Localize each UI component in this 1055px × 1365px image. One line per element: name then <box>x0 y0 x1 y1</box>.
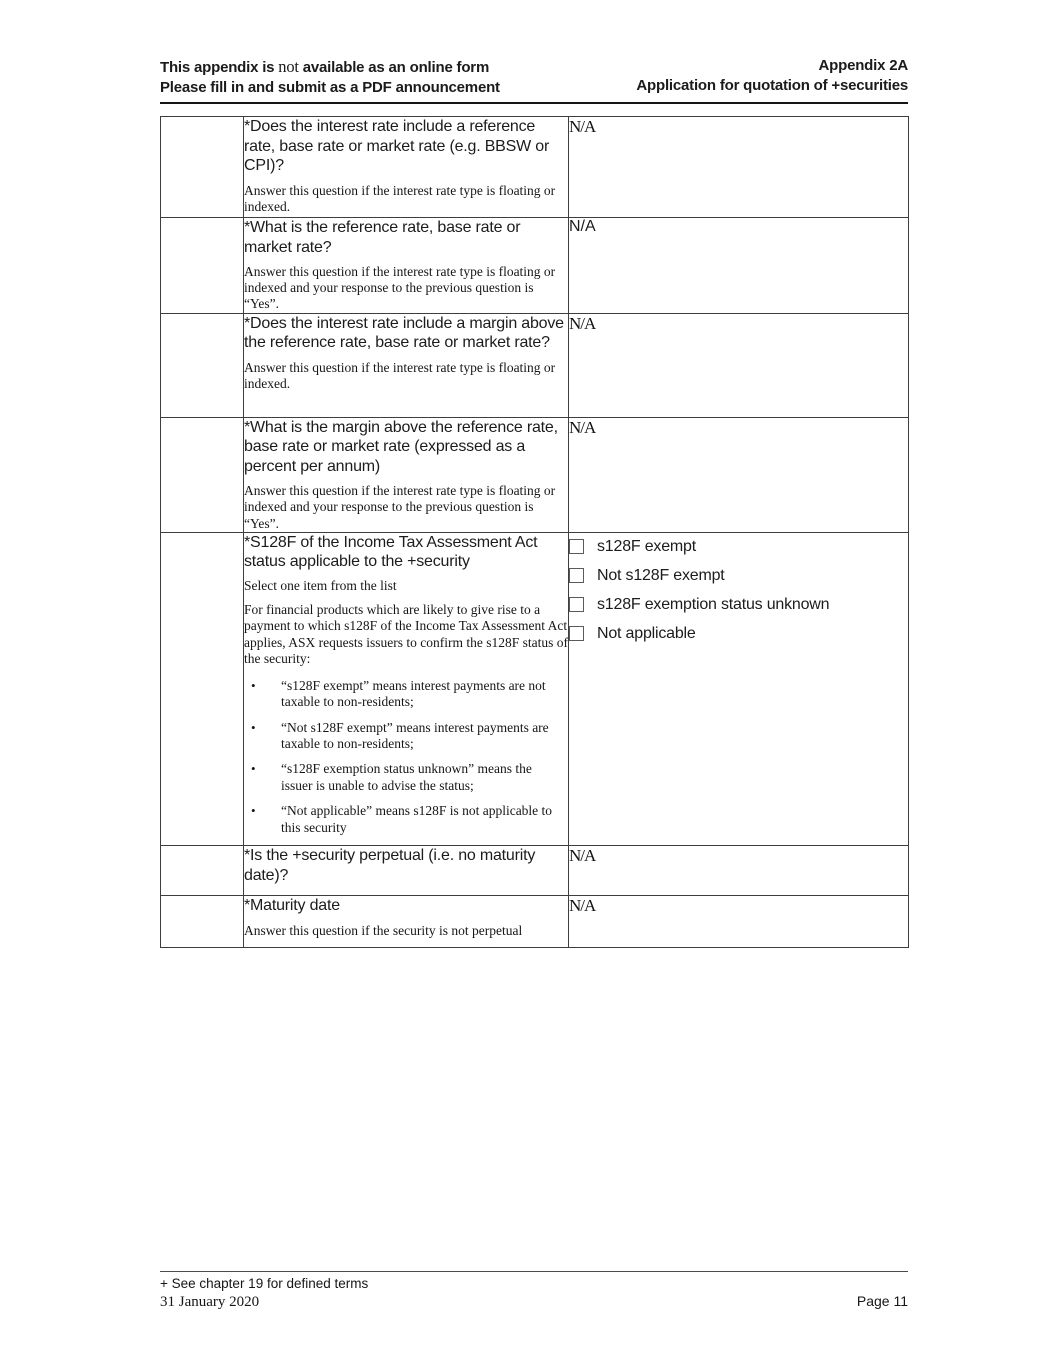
row-number-cell <box>161 218 244 314</box>
answer-value: N/A <box>569 417 596 437</box>
appendix-number: Appendix 2A <box>818 57 908 74</box>
bullet-icon: • <box>251 803 256 819</box>
answer-value: N/A <box>569 313 596 333</box>
select-one-hint: Select one item from the list <box>244 577 397 593</box>
question-text: *What is the reference rate, base rate or market rate? <box>244 219 521 256</box>
question-text: *Does the interest rate include a margin above the reference rate, base rate or market rate? <box>244 314 564 352</box>
question-cell <box>244 218 569 314</box>
question-cell <box>244 846 569 896</box>
row-number-cell <box>161 532 244 846</box>
question-cell <box>244 417 569 532</box>
answer-cell <box>569 532 909 846</box>
bullet-icon: • <box>251 677 256 693</box>
question-cell <box>244 896 569 948</box>
question-hint: Answer this question if the security is not perpetual <box>244 922 523 938</box>
table-row <box>161 532 909 846</box>
answer-value: N/A <box>569 896 596 916</box>
form-table <box>160 116 909 948</box>
answer-value: N/A <box>569 218 596 235</box>
question-text: *What is the margin above the reference rate, base rate or market rate (expressed as a percent per annum) <box>244 418 558 475</box>
option-label: s128F exemption status unknown <box>597 595 830 613</box>
table-row <box>161 218 909 314</box>
s128f-options-group <box>569 533 908 643</box>
checkbox-option-not-s128f-exempt[interactable] <box>569 567 908 585</box>
document-date: 31 January 2020 <box>160 1294 260 1310</box>
page-header <box>160 56 908 104</box>
question-text: *Maturity date <box>244 897 340 915</box>
checkbox-icon[interactable] <box>569 626 584 641</box>
question-hint: Answer this question if the interest rate type is floating or indexed. <box>244 359 556 391</box>
checkbox-icon[interactable] <box>569 568 584 583</box>
bullet-icon: • <box>251 719 256 735</box>
question-cell <box>244 532 569 846</box>
table-row <box>161 313 909 417</box>
header-online-form-notice <box>160 56 500 78</box>
row-number-cell <box>161 117 244 218</box>
bullet-text: “Not applicable” means s128F is not applicable to this security <box>281 803 553 835</box>
header-notice-part1: This appendix is <box>160 59 279 76</box>
header-notice-part2: available as an online form <box>298 59 490 76</box>
table-row <box>161 417 909 532</box>
checkbox-option-s128f-status-unknown[interactable] <box>569 596 908 614</box>
option-label: Not s128F exempt <box>597 566 725 584</box>
answer-cell <box>569 313 909 417</box>
question-text: *Does the interest rate include a reference rate, base rate or market rate (e.g. BBSW or CPI)? <box>244 118 550 175</box>
header-notice-not: not <box>278 57 299 76</box>
table-row <box>161 117 909 218</box>
row-number-cell <box>161 417 244 532</box>
list-item <box>244 761 568 794</box>
bullet-icon: • <box>251 761 256 777</box>
table-row <box>161 846 909 896</box>
answer-cell <box>569 218 909 314</box>
question-text: *S128F of the Income Tax Assessment Act status applicable to the +security <box>244 533 538 571</box>
answer-value: N/A <box>569 846 596 866</box>
option-label: Not applicable <box>597 624 696 642</box>
appendix-title: Application for quotation of +securities <box>636 76 908 94</box>
footer-row <box>160 1293 908 1311</box>
checkbox-option-s128f-exempt[interactable] <box>569 538 908 556</box>
list-item <box>244 678 568 711</box>
question-cell <box>244 117 569 218</box>
question-cell <box>244 313 569 417</box>
header-right-block <box>636 56 908 97</box>
answer-cell <box>569 117 909 218</box>
page-footer <box>160 1271 908 1311</box>
option-label: s128F exempt <box>597 537 696 555</box>
row-number-cell <box>161 313 244 417</box>
page-number: Page 11 <box>856 1293 908 1309</box>
bullet-text: “s128F exempt” means interest payments are not taxable to non-residents; <box>281 677 546 710</box>
answer-value: N/A <box>569 117 596 136</box>
question-hint: Answer this question if the interest rate type is floating or indexed and your response to the previous question is “Yes”. <box>244 264 556 312</box>
question-hint: Answer this question if the interest rate type is floating or indexed. <box>244 182 556 214</box>
s128f-bullet-list <box>244 678 568 837</box>
table-row <box>161 896 909 948</box>
s128f-intro-text: For financial products which are likely to give rise to a payment to which s128F of the Income Tax Assessment Act applies, ASX requests issuers to confirm the s128F status of the security: <box>244 601 568 667</box>
row-number-cell <box>161 846 244 896</box>
list-item <box>244 803 568 836</box>
row-number-cell <box>161 896 244 948</box>
header-left-block <box>160 56 500 97</box>
checkbox-option-not-applicable[interactable] <box>569 625 908 643</box>
checkbox-icon[interactable] <box>569 597 584 612</box>
bullet-text: “Not s128F exempt” means interest payments are taxable to non-residents; <box>281 719 549 752</box>
bullet-text: “s128F exemption status unknown” means the issuer is unable to advise the status; <box>281 761 532 793</box>
checkbox-icon[interactable] <box>569 539 584 554</box>
header-submit-instruction: Please fill in and submit as a PDF announcement <box>160 78 500 96</box>
answer-cell <box>569 417 909 532</box>
answer-cell <box>569 846 909 896</box>
question-hint: Answer this question if the interest rate type is floating or indexed and your response to the previous question is “Yes”. <box>244 483 556 531</box>
question-text: *Is the +security perpetual (i.e. no maturity date)? <box>244 847 536 884</box>
answer-cell <box>569 896 909 948</box>
defined-terms-note: + See chapter 19 for defined terms <box>160 1276 369 1291</box>
list-item <box>244 720 568 753</box>
